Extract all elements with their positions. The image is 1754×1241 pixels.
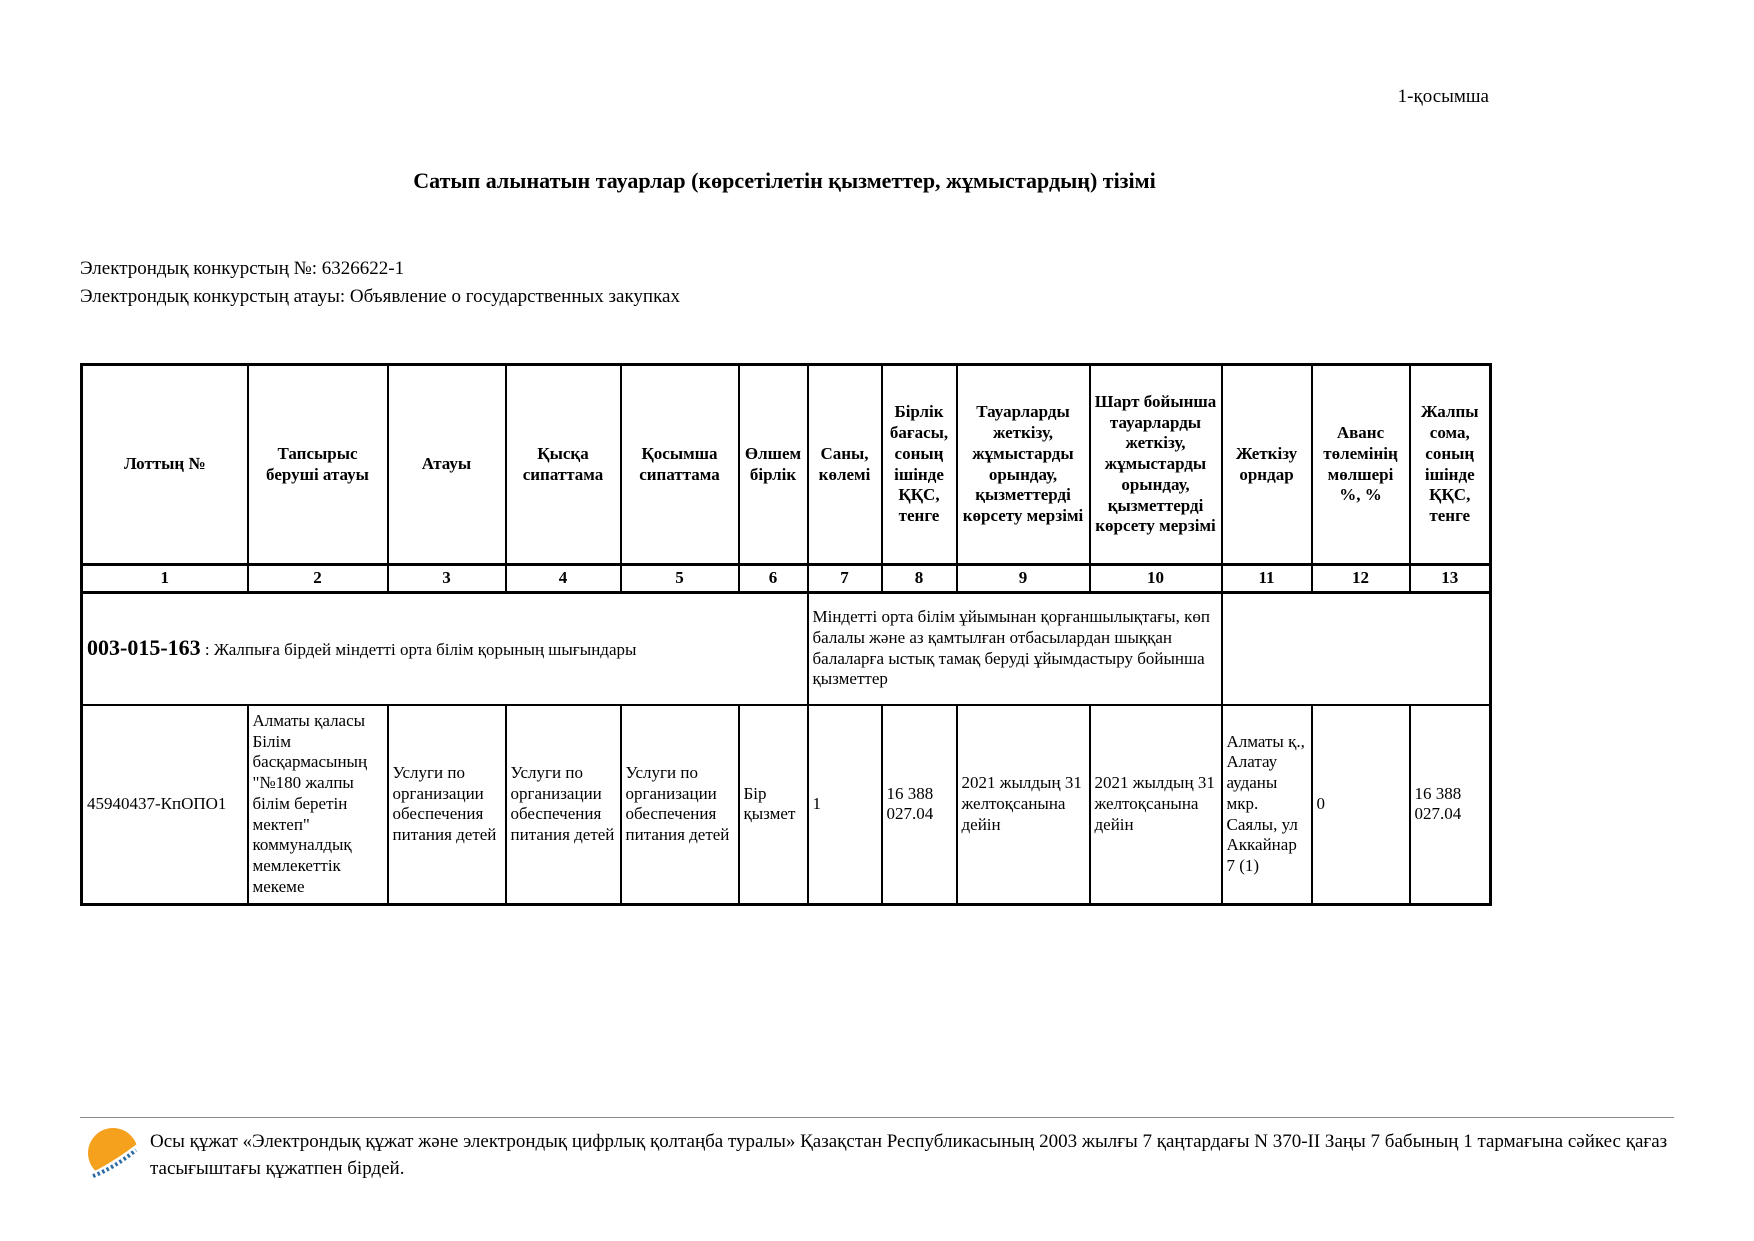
column-number: 10 [1090, 565, 1222, 593]
column-number: 11 [1222, 565, 1312, 593]
footer-note: Осы құжат «Электрондық құжат және электрондық цифрлық қолтаңба туралы» Қазақстан Республикасының 2003 жылғы 7 қаңтардағы N 370-II Заңы 7 бабының 1 тармағына сәйкес қағаз тасығыштағы құжатпен бірдей. [150, 1131, 1668, 1179]
column-number: 1 [82, 565, 248, 593]
cell-name: Услуги по организации обеспечения питания детей [388, 705, 506, 905]
lot-code: 003-015-163 [87, 635, 201, 661]
header-additional-description: Қосымша сипаттама [621, 365, 739, 565]
contest-name-line: Электрондық конкурстың атауы: Объявление о государственных закупках [80, 286, 680, 307]
cell-unit-price: 16 388 027.04 [882, 705, 957, 905]
esign-logo-icon [86, 1124, 144, 1186]
cell-quantity: 1 [808, 705, 882, 905]
column-number: 2 [248, 565, 388, 593]
footer [80, 1117, 1674, 1186]
column-number-row [82, 565, 1491, 593]
header-delivery-place: Жеткізу орндар [1222, 365, 1312, 565]
lot-summary-cell [82, 593, 808, 705]
table-row [82, 705, 1491, 905]
column-number: 13 [1410, 565, 1491, 593]
column-number: 6 [739, 565, 808, 593]
header-customer-name: Тапсырыс беруші атауы [248, 365, 388, 565]
cell-delivery-term: 2021 жылдың 31 желтоқсанына дейін [957, 705, 1090, 905]
procurement-table [80, 363, 1492, 906]
lot-title: : Жалпыға бірдей міндетті орта білім қорының шығындары [204, 640, 637, 660]
header-advance-payment: Аванс төлемінің мөлшері %, % [1312, 365, 1410, 565]
column-number: 9 [957, 565, 1090, 593]
header-unit-price: Бірлік бағасы, соның ішінде ҚҚС, тенге [882, 365, 957, 565]
header-total-sum: Жалпы сома, соның ішінде ҚҚС, тенге [1410, 365, 1491, 565]
lot-summary-row [82, 593, 1491, 705]
cell-unit: Бір қызмет [739, 705, 808, 905]
column-number: 3 [388, 565, 506, 593]
contest-number-line: Электрондық конкурстың №: 6326622-1 [80, 258, 405, 279]
cell-lot-number: 45940437-КпОПО1 [82, 705, 248, 905]
table-header-row [82, 365, 1491, 565]
header-delivery-term: Тауарларды жеткізу, жұмыстарды орындау, қызметтерді көрсету мерзімі [957, 365, 1090, 565]
lot-description: Міндетті орта білім ұйымынан қорғаншылықтағы, көп балалы және аз қамтылған отбасылардан шыққан балаларға ыстық тамақ беруді ұйымдастыру бойынша қызметтер [808, 593, 1222, 705]
header-name: Атауы [388, 365, 506, 565]
cell-delivery-place: Алматы қ., Алатау ауданы мкр. Саялы, ул Аккайнар 7 (1) [1222, 705, 1312, 905]
cell-contract-delivery-term: 2021 жылдың 31 желтоқсанына дейін [1090, 705, 1222, 905]
cell-customer-name: Алматы қаласы Білім басқармасының "№180 жалпы білім беретін мектеп" коммуналдық мемлекеттік мекеме [248, 705, 388, 905]
header-unit: Өлшем бірлік [739, 365, 808, 565]
appendix-label: 1-қосымша [1397, 86, 1489, 107]
page-title: Сатып алынатын тауарлар (көрсетілетін қызметтер, жұмыстардың) тізімі [413, 168, 1156, 193]
cell-total-sum: 16 388 027.04 [1410, 705, 1491, 905]
lot-empty-cell [1222, 593, 1491, 705]
cell-additional-description: Услуги по организации обеспечения питания детей [621, 705, 739, 905]
header-lot-number: Лоттың № [82, 365, 248, 565]
header-contract-delivery-term: Шарт бойынша тауарларды жеткізу, жұмыстарды орындау, қызметтерді көрсету мерзімі [1090, 365, 1222, 565]
column-number: 4 [506, 565, 621, 593]
cell-short-description: Услуги по организации обеспечения питания детей [506, 705, 621, 905]
header-quantity: Саны, көлемі [808, 365, 882, 565]
cell-advance-payment: 0 [1312, 705, 1410, 905]
contest-info [80, 255, 1280, 311]
header-short-description: Қысқа сипаттама [506, 365, 621, 565]
column-number: 5 [621, 565, 739, 593]
column-number: 7 [808, 565, 882, 593]
column-number: 12 [1312, 565, 1410, 593]
column-number: 8 [882, 565, 957, 593]
